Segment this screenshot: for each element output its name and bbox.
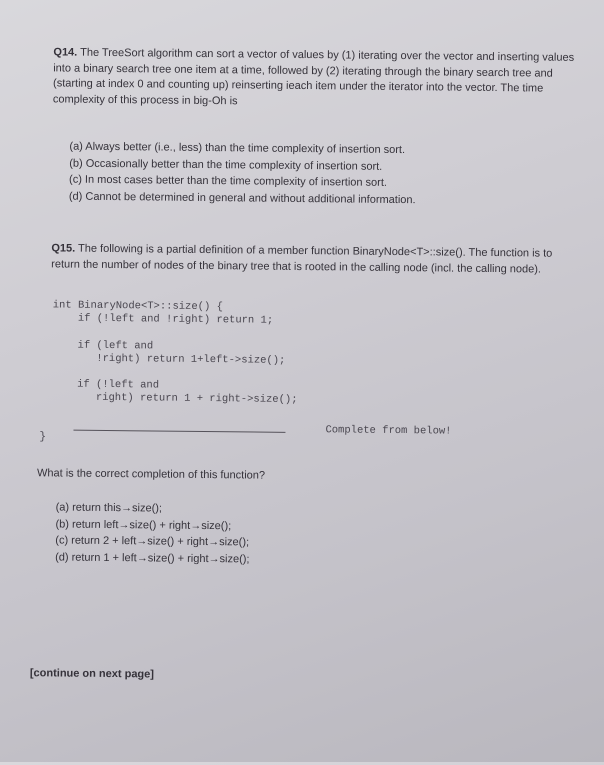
q14-options [69, 139, 416, 209]
answer-blank-line [73, 430, 285, 433]
q14-option-d[interactable]: (d) Cannot be determined in general and without additional information. [68, 190, 416, 206]
q14-text: The TreeSort algorithm can sort a vector of values by (1) iterating over the vector and inserting values into a binary search tree one item at a time, followed by (2) iterating through the binary search tree and (starting at index 0 and counting up) reinserting ieach item under the iterator into the vector. The time complexity of this process in big-Oh is [52, 46, 575, 107]
q15-option-c[interactable]: (c) return 2 + left→size() + right→size(); [55, 534, 250, 549]
continue-note: [continue on next page] [29, 667, 155, 681]
q15-option-d[interactable]: (d) return 1 + left→size() + right→size(); [55, 550, 250, 565]
q14-prompt [53, 45, 584, 113]
q15-option-a[interactable]: (a) return this→size(); [55, 501, 163, 515]
q14-option-c[interactable]: (c) In most cases better than the time complexity of insertion sort. [69, 173, 388, 189]
q14-option-a[interactable]: (a) Always better (i.e., less) than the time complexity of insertion sort. [69, 140, 406, 157]
q15-text: The following is a partial definition of a member function BinaryNode<T>::size(). The function is to return the number of nodes of the binary tree that is rooted in the calling node (incl. the calling node). [51, 242, 553, 276]
q14-option-b[interactable]: (b) Occasionally better than the time complexity of insertion sort. [69, 157, 383, 173]
code-block-right-only: if (!left and right) return 1 + right->size(); [51, 378, 298, 407]
q14-number: Q14. [53, 46, 78, 59]
code-block-signature: int BinaryNode<T>::size() { if (!left and !right) return 1; [52, 299, 274, 327]
q15-prompt [51, 241, 581, 278]
complete-hint: Complete from below! [325, 424, 452, 438]
code-block-left-only: if (left and !right) return 1+left->size(); [52, 339, 286, 368]
q15-question: What is the correct completion of this function? [36, 467, 266, 482]
q15-number: Q15. [51, 242, 76, 255]
q15-option-b[interactable]: (b) return left→size() + right→size(); [55, 517, 232, 532]
q15-options [55, 499, 250, 567]
closing-brace: } [39, 431, 47, 444]
